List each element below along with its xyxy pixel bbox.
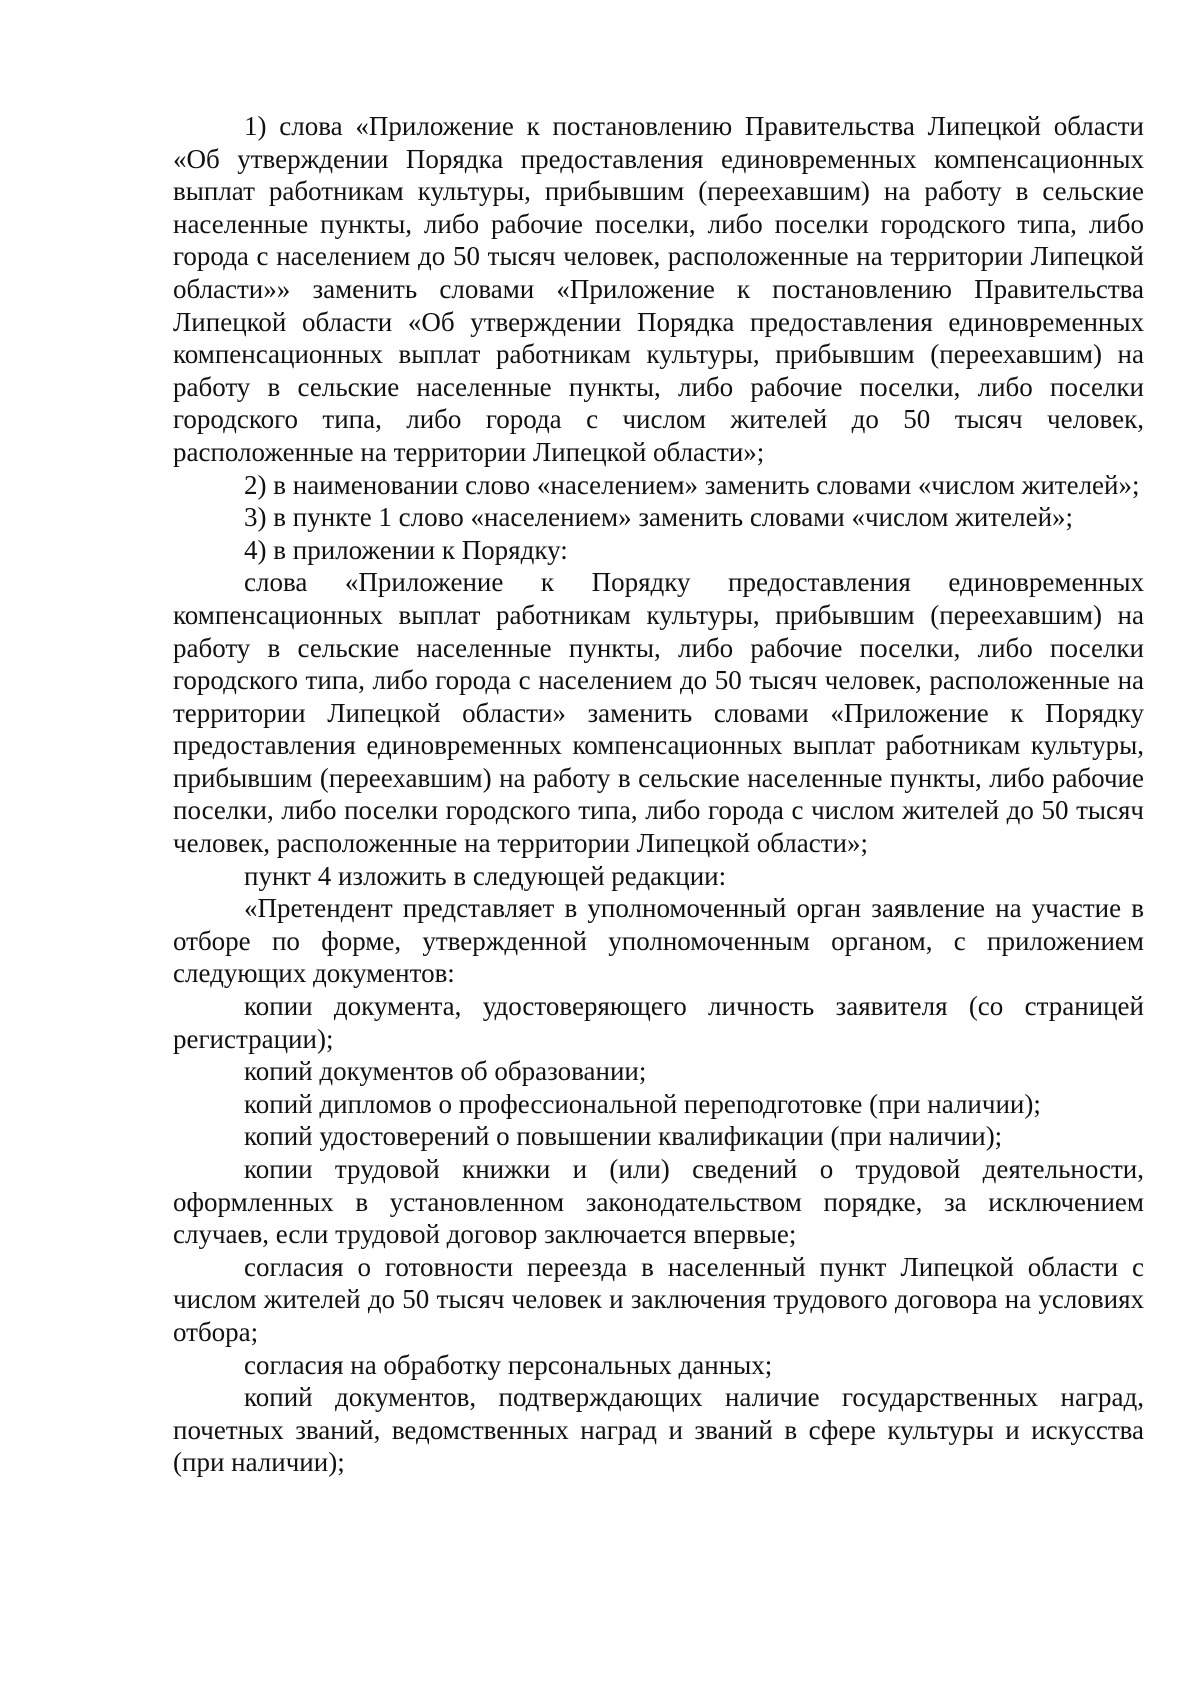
paragraph-amendment-1: 1) слова «Приложение к постановлению Правительства Липецкой области «Об утверждении Порядка предоставления единовременных компенсационных выплат работникам культуры, прибывшим (переехавшим) на работу в сельские населенные пункты, либо рабочие поселки, либо поселки городского типа, либо города с населением до 50 тысяч человек, расположенные на территории Липецкой области»» заменить словами «Приложение к постановлению Правительства Липецкой области «Об утверждении Порядка предоставления единовременных компенсационных выплат работникам культуры, прибывшим (переехавшим) на работу в сельские населенные пункты, либо рабочие поселки, либо поселки городского типа, либо города с числом жителей до 50 тысяч человек, расположенные на территории Липецкой области»; <box>173 111 1144 467</box>
list-item-personal-data-consent: согласия на обработку персональных данных; <box>244 1349 773 1380</box>
document-body <box>173 110 1144 1479</box>
list-item-relocation-consent: согласия о готовности переезда в населенный пункт Липецкой области с числом жителей до 50 тысяч человек и заключения трудового договора на условиях отбора; <box>173 1251 1144 1347</box>
paragraph-applicant-statement: «Претендент представляет в уполномоченный орган заявление на участие в отборе по форме, утвержденной уполномоченным органом, с приложением следующих документов: <box>173 893 1144 989</box>
list-item-retraining-diplomas: копий дипломов о профессиональной переподготовке (при наличии); <box>244 1088 1041 1119</box>
paragraph-amendment-3: 3) в пункте 1 слово «населением» заменить словами «числом жителей»; <box>244 502 1074 533</box>
list-item-identity-document: копии документа, удостоверяющего личность заявителя (со страницей регистрации); <box>173 991 1144 1054</box>
list-item-employment-record: копии трудовой книжки и (или) сведений о трудовой деятельности, оформленных в установленном законодательством порядке, за исключением случаев, если трудовой договор заключается впервые; <box>173 1154 1144 1250</box>
paragraph-appendix-title-change: слова «Приложение к Порядку предоставления единовременных компенсационных выплат работникам культуры, прибывшим (переехавшим) на работу в сельские населенные пункты, либо рабочие поселки, либо поселки городского типа, либо города с населением до 50 тысяч человек, расположенные на территории Липецкой области» заменить словами «Приложение к Порядку предоставления единовременных компенсационных выплат работникам культуры, прибывшим (переехавшим) на работу в сельские населенные пункты, либо рабочие поселки, либо поселки городского типа, либо города с числом жителей до 50 тысяч человек, расположенные на территории Липецкой области»; <box>173 567 1144 859</box>
list-item-qualification-certificates: копий удостоверений о повышении квалификации (при наличии); <box>244 1121 1003 1152</box>
paragraph-amendment-2: 2) в наименовании слово «населением» заменить словами «числом жителей»; <box>244 469 1140 500</box>
paragraph-point-4-intro: пункт 4 изложить в следующей редакции: <box>244 860 727 891</box>
list-item-education-documents: копий документов об образовании; <box>244 1056 647 1087</box>
list-item-awards-documents: копий документов, подтверждающих наличие государственных наград, почетных званий, ведомственных наград и званий в сфере культуры и искусства (при наличии); <box>173 1382 1144 1478</box>
paragraph-amendment-4: 4) в приложении к Порядку: <box>244 534 568 565</box>
